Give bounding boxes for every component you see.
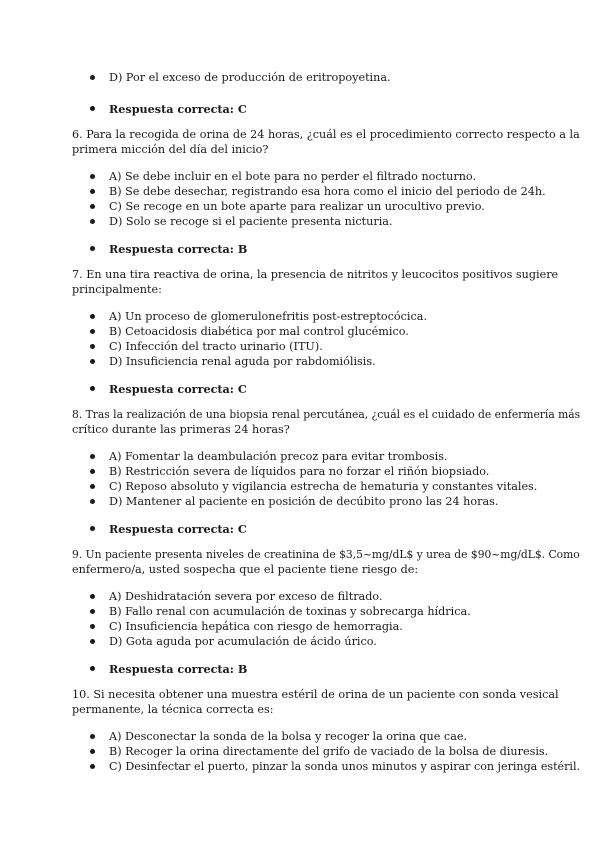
q9-option-c: C) Insuficiencia hepática con riesgo de hemorragia. [109,620,403,633]
answer-q7: Respuesta correcta: C [109,382,247,396]
bullet [90,469,95,474]
q8-option-d: D) Mantener al paciente en posición de decúbito prono las 24 horas. [109,495,499,508]
q7-option-b: B) Cetoacidosis diabética por mal control glucémico. [109,325,409,338]
q7-option-a: A) Un proceso de glomerulonefritis post-estreptocócica. [109,310,427,323]
question-6-line-2: primera micción del día del inicio? [72,143,269,156]
bullet [90,624,95,629]
question-9-line-2: enfermero/a, usted sospecha que el paciente tiene riesgo de: [72,563,419,576]
bullet [90,749,95,754]
bullet [90,75,95,80]
bullet [90,594,95,599]
answer-q5: Respuesta correcta: C [109,102,247,116]
answer-q6: Respuesta correcta: B [109,242,248,256]
q8-option-b: B) Restricción severa de líquidos para no forzar el riñón biopsiado. [109,465,490,478]
bullet [90,639,95,644]
q10-option-b: B) Recoger la orina directamente del grifo de vaciado de la bolsa de diuresis. [109,745,549,758]
answer-q8: Respuesta correcta: C [109,522,247,536]
q10-option-a: A) Desconectar la sonda de la bolsa y recoger la orina que cae. [109,730,468,743]
bullet [90,666,95,671]
q6-option-b: B) Se debe desechar, registrando esa hora como el inicio del periodo de 24h. [109,185,546,198]
bullet [90,189,95,194]
question-7-line-1: 7. En una tira reactiva de orina, la presencia de nitritos y leucocitos positivos sugiere [72,268,559,281]
question-7-line-2: principalmente: [72,283,162,296]
question-8-line-1: 8. Tras la realización de una biopsia renal percutánea, ¿cuál es el cuidado de enfermería más [72,408,581,421]
bullet [90,106,95,111]
bullet [90,734,95,739]
option-text: D) Por el exceso de producción de eritropoyetina. [109,71,391,84]
q8-option-c: C) Reposo absoluto y vigilancia estrecha de hematuria y constantes vitales. [109,480,538,493]
bullet [90,246,95,251]
q9-option-a: A) Deshidratación severa por exceso de filtrado. [109,590,383,603]
question-8-line-2: crítico durante las primeras 24 horas? [72,423,290,436]
q6-option-c: C) Se recoge en un bote aparte para realizar un urocultivo previo. [109,200,485,213]
q9-option-b: B) Fallo renal con acumulación de toxinas y sobrecarga hídrica. [109,605,471,618]
bullet [90,204,95,209]
bullet [90,359,95,364]
bullet [90,344,95,349]
q7-option-d: D) Insuficiencia renal aguda por rabdomiólisis. [109,355,376,368]
bullet [90,314,95,319]
bullet [90,174,95,179]
question-10-line-2: permanente, la técnica correcta es: [72,703,274,716]
bullet [90,454,95,459]
bullet [90,219,95,224]
question-10-line-1: 10. Si necesita obtener una muestra estéril de orina de un paciente con sonda vesical [72,688,559,701]
q6-option-d: D) Solo se recoge si el paciente presenta nicturia. [109,215,393,228]
answer-q9: Respuesta correcta: B [109,662,248,676]
bullet [90,484,95,489]
question-9-line-1: 9. Un paciente presenta niveles de creatinina de $3,5~mg/dL$ y urea de $90~mg/dL$. Como [72,548,580,561]
q6-option-a: A) Se debe incluir en el bote para no perder el filtrado nocturno. [109,170,477,183]
bullet [90,764,95,769]
q8-option-a: A) Fomentar la deambulación precoz para evitar trombosis. [109,450,448,463]
q7-option-c: C) Infección del tracto urinario (ITU). [109,340,323,353]
bullet [90,386,95,391]
bullet [90,526,95,531]
bullet [90,609,95,614]
bullet [90,499,95,504]
question-6-line-1: 6. Para la recogida de orina de 24 horas, ¿cuál es el procedimiento correcto respecto a la [72,128,580,141]
q9-option-d: D) Gota aguda por acumulación de ácido úrico. [109,635,377,648]
bullet [90,329,95,334]
q10-option-c: C) Desinfectar el puerto, pinzar la sonda unos minutos y aspirar con jeringa estéril. [109,760,581,773]
